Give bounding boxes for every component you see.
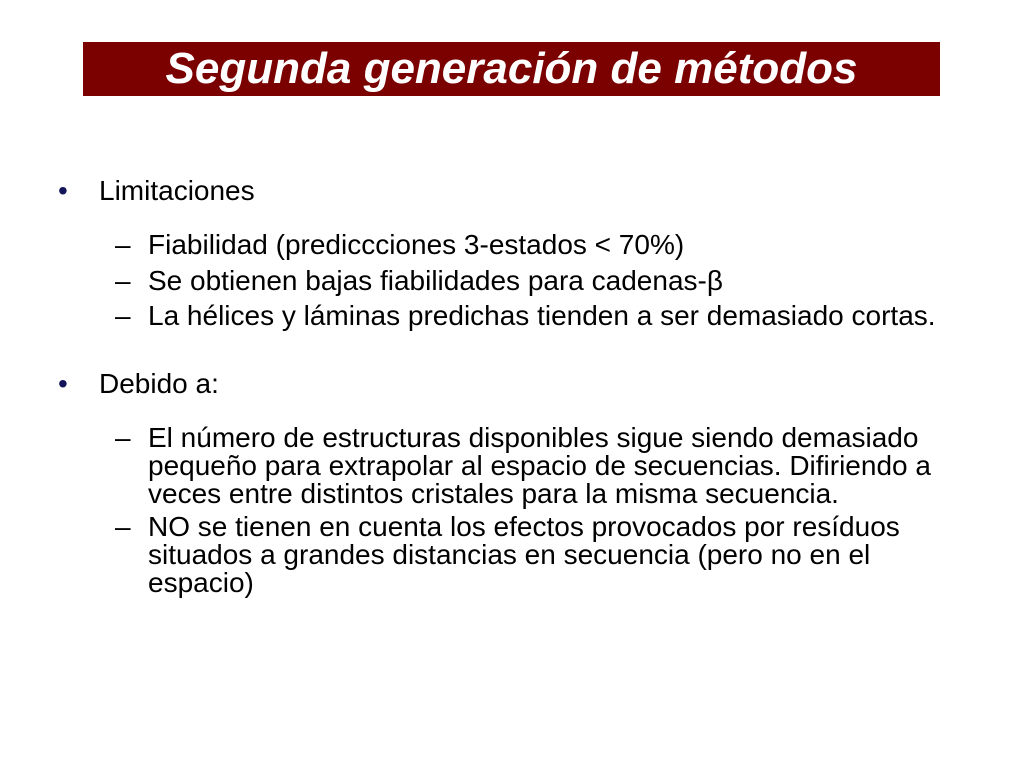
sub-item <box>0 302 1024 330</box>
sub-item-text: NO se tienen en cuenta los efectos provocados por resíduos situados a grandes distancias en secuencia (pero no en el espacio) <box>148 511 900 598</box>
dash-marker: – <box>115 511 131 542</box>
bullet-marker: • <box>58 175 68 206</box>
dash-marker: – <box>115 265 131 296</box>
dash-marker: – <box>115 422 131 453</box>
sub-item-text: Se obtienen bajas fiabilidades para cadenas-β <box>148 265 723 296</box>
bullet-item-debido-a <box>0 370 1024 398</box>
bullet-heading: Debido a: <box>99 368 219 399</box>
sub-item-text: Fiabilidad (prediccciones 3-estados < 70%) <box>148 229 685 260</box>
dash-marker: – <box>115 300 131 331</box>
sub-item <box>0 267 1024 295</box>
bullet-item-limitaciones <box>0 177 1024 205</box>
dash-marker: – <box>115 229 131 260</box>
sub-item-text: La hélices y láminas predichas tienden a ser demasiado cortas. <box>148 300 936 331</box>
slide-title-bar <box>83 42 940 96</box>
bullet-heading: Limitaciones <box>99 175 255 206</box>
bullet-marker: • <box>58 368 68 399</box>
sub-item-text: El número de estructuras disponibles sigue siendo demasiado pequeño para extrapolar al espacio de secuencias. Difiriendo a veces entre distintos cristales para la misma secuencia. <box>148 422 931 509</box>
sub-item <box>0 231 1024 259</box>
sub-item <box>0 424 1024 508</box>
slide-title: Segunda generación de métodos <box>165 44 858 93</box>
sub-item <box>0 513 1024 597</box>
